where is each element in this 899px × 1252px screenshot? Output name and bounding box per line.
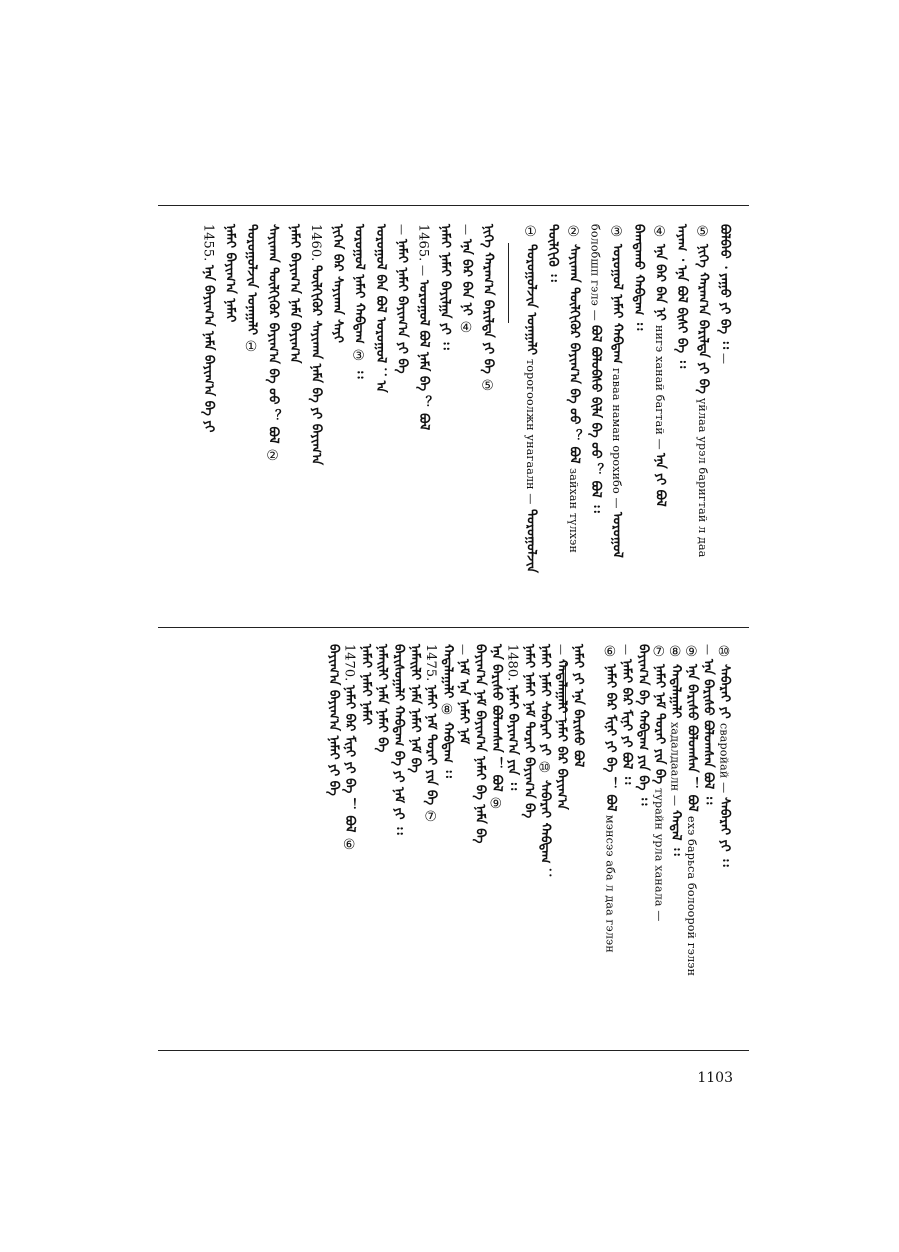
footnote-marker: ② (264, 447, 281, 464)
footnote-marker: ⑨ (487, 795, 504, 812)
text-column (370, 222, 390, 395)
footnote-marker: ④ (458, 319, 474, 336)
footnote-marker: ⑧ (667, 644, 684, 660)
verse-text: ᠄᠄ (351, 367, 367, 379)
text-column (650, 222, 670, 509)
footnote-marker: ② (565, 224, 582, 240)
verse-text: ᠪᠣᠯ ᠪᠣᠯᠣᠪᠰᠤ ᠪᠢᠯᠡ ᠪᠠ ᠤᠤ ？ ᠪᠣᠯ ᠄᠄ (588, 324, 603, 513)
line-number: 1460. (308, 224, 323, 262)
verse-text: ᠣᠷᠣᠭᠤᠯ ᠨᠠᠮᠠᠢ ᠬᠠᠪᠲᠠᠭ (351, 224, 367, 344)
verse-text: — (416, 265, 430, 277)
text-column (607, 222, 627, 560)
verse-text: ᠬᠠᠳᠠᠯᠠᠭᠠᠯᠢ ᠨᠠᠮᠠᠢ ᠪᠡᠷ ᠪᠠᠶᠢᠭ᠎ᠠ (554, 659, 569, 811)
middle-rule (158, 627, 749, 628)
text-column (585, 222, 605, 515)
verse-text: ᠨᠠᠮᠠᠢ ᠪᠡᠷ ᠮᠢᠨᠢ ᠶᠢ ᠪᠠ ！ ᠪᠣᠯ (342, 685, 358, 833)
verse-text: ᠨᠠᠮᠠᠢ ᠶᠢ ᠡᠨᠡ ᠪᠠᠷᠢᠰᠤ ᠪᠣᠯ (570, 644, 586, 768)
verse-text: ᠨᠠᠮᠠᠢ ᠨᠠᠮᠠᠢ ᠪᠠᠶᠢᠭ᠎ᠠ ᠶᠢ ᠪᠠ (394, 239, 410, 374)
verse-text: ᠰᠠᠪᠠᠷᠠᠢ ᠬᠠᠪᠲᠠᠭ ： (537, 779, 553, 881)
text-column (478, 222, 498, 396)
verse-text: ᠰᠠᠶᠢᠬᠠᠨ ᠲᠦᠯᠬᠢᠭᠦᠷ ᠪᠠᠶᠢᠭ᠎ᠠ ᠪᠠ ᠤᠤ ？ ᠪᠣᠯ (265, 224, 281, 444)
verse-text: — (701, 644, 715, 656)
verse-text: мэнсээ аба л даа гэлэн (603, 815, 617, 954)
text-column (327, 222, 347, 345)
verse-text: ᠣᠷᠣᠭᠤᠯ ᠪᠣᠯ ᠨᠠᠮᠠ ᠪᠠ ？ ᠪᠣᠯ (416, 280, 431, 431)
footnote-marker: ① (243, 339, 259, 355)
footnote-marker: ③ (608, 224, 625, 240)
text-column (349, 222, 369, 380)
verse-text: ᠨᠠᠮᠠᠢ ᠪᠠᠶᠢᠭ᠎ᠠ ᠨᠠᠮᠠ ᠪᠠᠶᠢᠭ᠎ᠠ (287, 224, 302, 364)
verse-text: — (619, 644, 633, 656)
footnote-marker: ⑨ (683, 644, 700, 660)
verse-text: ᠡᠨᠡ ᠪᠡᠷ ᠪᠠᠨ ᠨᠢ (652, 244, 668, 321)
verse-text: ᠡᠨᠡ ᠪᠠᠷᠢᠰᠤ ᠪᠣᠯᠣᠭᠰᠠᠨ ！ ᠪᠣᠯ (684, 664, 700, 812)
verse-text: ᠪᠠᠶᠢᠭ᠎ᠠ ᠪᠠ ᠬᠠᠪᠲᠠᠭ ᠶᠢᠨ ᠪᠡ ᠄᠄ (635, 644, 651, 806)
text-column (392, 222, 412, 376)
top-rule (158, 205, 749, 206)
verse-text: ᠨᠠᠮᠠᠢ ᠨᠠᠮᠠᠢ ᠰᠠᠪᠠᠷᠠᠢ ᠶᠢ (537, 644, 553, 756)
line-number: 1480. (504, 644, 520, 682)
line-number: 1470. (341, 644, 357, 682)
verse-text: ᠡᠨᠡ ᠪᠡᠷ ᠪᠠᠨ ᠨᠢ (459, 239, 474, 316)
verse-text: ᠠᠶᠠᠭ ᠂ ᠡᠨᠡ ᠪᠣᠯ ᠪᠢᠰᠢ ᠪᠠ ᠄᠄ (674, 224, 689, 369)
verse-text: ᠬᠠᠳᠠᠯᠠᠭᠠᠯᠢ (439, 644, 455, 699)
verse-text: — (717, 353, 731, 365)
verse-text: ᠪᠠᠷᠢᠰᠤᠭᠠᠯᠢ ᠬᠠᠪᠲᠠᠭ ᠪᠠ ᠶᠢ ᠨᠠᠮ ᠶᠢ ᠄᠄ (391, 644, 406, 835)
verse-text: ᠨᠠᠮᠠᠢ ᠨᠠᠮ ᠲᠤᠷᠠᠢ ᠶᠢᠨ ᠪᠡ (651, 664, 667, 785)
text-column (284, 222, 304, 366)
footnote-marker: ⑩ (716, 644, 732, 660)
verse-text: — (459, 224, 473, 236)
text-column (671, 222, 691, 370)
verse-text: ᠣᠷᠣᠭᠤᠯ ᠨᠠᠮᠠᠢ ᠬᠠᠪᠲᠠᠭ (609, 244, 625, 364)
text-column (413, 222, 433, 433)
verse-text: ᠨᠠᠮᠠᠢ ᠪᠡᠷ ᠮᠢᠨᠢ ᠶᠢ ᠪᠠ ！ ᠪᠣᠯ (602, 664, 618, 812)
footnote-marker: ⑥ (341, 836, 358, 853)
footnote-marker: ④ (651, 224, 668, 240)
verse-text: ᠬᠠᠪᠲᠠᠭ ᠄᠄ (439, 722, 455, 779)
bottom-rule (158, 1050, 749, 1051)
verse-text: сваройай — (717, 722, 731, 793)
text-column (263, 222, 283, 466)
verse-text: ᠲᠣᠷᠣᠭᠣᠯᠵᠢᠨ ᠤᠨᠠᠭᠠᠯᠢ (244, 224, 259, 335)
footnote-marker: ③ (350, 347, 367, 364)
verse-text: ᠨᠠᠮᠠᠢ ᠨᠠᠮᠠᠢ ᠨᠠᠮ ᠲᠤᠷᠠᠢ ᠪᠠᠶᠢᠭ᠎ᠠ ᠪᠠ (521, 644, 537, 819)
verse-text: гаваа наман орохибо — (610, 367, 623, 509)
verse-text: ᠨᠠᠮᠠᠢ ᠪᠡᠷ ᠮᠢᠨᠢ ᠶᠢ ᠪᠣᠯ ᠄᠄ (619, 659, 635, 785)
verse-text: ᠨᠠᠮ ᠡᠨᠡ ᠨᠠᠮᠠᠢ ᠨᠠᠮ (456, 659, 472, 745)
text-column (241, 222, 261, 357)
verse-text: үйлаа урэл баригтай л даа (696, 397, 709, 558)
verse-text: ᠪᠠᠶᠢᠭ᠎ᠠ ᠨᠠᠮ ᠪᠠᠶᠢᠭ᠎ᠠ ᠨᠠᠮᠠᠢ ᠪᠠ ᠨᠠᠮᠠ ᠪᠠ (472, 644, 488, 844)
footnote-marker: ⑦ (650, 644, 667, 660)
verse-text: ᠡᠨᠡ ᠪᠠᠶᠢᠭ᠎ᠠ ᠨᠠᠮᠠ ᠪᠠᠶᠢᠭ᠎ᠠ ᠪᠠ ᠶᠢ (201, 265, 216, 433)
text-column (628, 222, 648, 332)
verse-text: ᠲᠣᠷᠣᠭᠣᠯᠵᠢᠨ (523, 508, 539, 573)
verse-text: ᠨᠠᠮᠠᠢ ᠨᠠᠮᠠᠢ ᠨᠠᠮᠠᠢ (358, 644, 374, 726)
verse-text: — (456, 644, 470, 656)
verse-text: болобшп гэлэ — (588, 224, 602, 321)
verse-text: ᠪᠠᠭᠲᠠᠬᠤ ᠬᠠᠪᠲᠠᠭ ᠄᠄ (631, 224, 646, 331)
verse-text: нигэ ханай багтай — (653, 324, 666, 450)
text-column (306, 222, 326, 467)
verse-section-upper (158, 222, 749, 622)
text-column (198, 222, 218, 435)
footnote-marker: ① (522, 224, 539, 240)
verse-section-lower (158, 642, 749, 1042)
verse-text: ᠨᠠᠮᠠᠢ ᠪᠠᠶᠢᠭ᠎ᠠ ᠶᠢᠨ ᠄᠄ (505, 685, 521, 791)
verse-text: хадалдаалн — (668, 722, 682, 807)
footnote-marker: ⑤ (479, 377, 496, 394)
footnote-marker: ⑧ (438, 702, 455, 719)
verse-text: ᠪᠠᠶᠢᠭ᠎ᠠ ᠪᠠᠶᠢᠭ᠎ᠠ ᠨᠠᠮᠠᠢ ᠶᠢ ᠪᠠ (325, 644, 341, 796)
verse-text: ᠨᠢᠭᠡ ᠬᠠᠷᠠᠭ᠎ᠠ ᠪᠠᠷᠢᠯᠳᠠ ᠶᠢ ᠪᠠ (480, 224, 496, 374)
line-number: 1475. (423, 644, 439, 682)
verse-text: ᠡᠨᠡ ᠪᠠᠷᠢᠰᠤ ᠪᠣᠯᠣᠭᠰᠠᠨ ᠪᠣᠯ ᠄᠄ (700, 659, 716, 805)
verse-text: зайхан түлхэн (567, 467, 580, 553)
verse-text: ᠨᠠᠮᠠᠢ ᠨᠠᠮ ᠲᠤᠷᠠᠢ ᠶᠢᠨ ᠪᠡ (423, 685, 439, 806)
verse-text: ᠪᠣᠯᠪᠠᠤ ᠂ ᠶᠠᠭᠤ ᠶᠢ ᠪᠠ ᠄᠄ (717, 224, 732, 350)
verse-text: ᠰᠠᠶᠢᠬᠠᠨ ᠲᠦᠯᠬᠢᠭᠦᠷ ᠪᠠᠶᠢᠭ᠎ᠠ ᠪᠠ ᠤᠤ ？ ᠪᠣᠯ (566, 244, 582, 464)
verse-text: ᠣᠷᠣᠭᠤᠯ (609, 512, 625, 559)
verse-text: ᠬᠠᠳᠠᠯᠠᠭᠠᠯᠢ (668, 664, 684, 719)
footnote-marker: ⑩ (536, 759, 553, 776)
verse-text: ᠡᠨᠡ ᠪᠠᠷᠢᠰᠤ ᠪᠣᠯᠣᠭᠰᠠᠨ ！ ᠪᠣᠯ (488, 644, 504, 792)
footnote-marker: ⑤ (694, 224, 711, 240)
footnote-marker: ⑥ (601, 644, 618, 660)
verse-text: ᠲᠣᠷᠣᠭᠣᠯᠵᠢᠨ ᠤᠨᠠᠭᠠᠯᠢ (523, 244, 539, 355)
verse-text: ᠣᠷᠣᠭᠤᠯ ᠪᠠᠨ ᠪᠣᠯ ᠣᠷᠣᠭᠤᠯ ：ᠠ (373, 224, 388, 393)
verse-text: ᠰᠠᠪᠠᠷᠠᠢ ᠶᠢ ᠄᠄ (717, 796, 732, 867)
verse-text: ᠲᠦᠯᠬᠢᠬᠦ ᠄᠄ (545, 224, 560, 282)
verse-text: ᠨᠠᠮᠠᠢᠯᠢ ᠨᠠᠮᠠ ᠨᠠᠮᠠᠢ ᠪᠡ (374, 644, 390, 753)
text-column (435, 222, 455, 352)
page-number: 1103 (697, 1070, 733, 1086)
verse-text: ᠡᠨᠡ ᠶᠢ ᠪᠣᠯ (652, 453, 668, 508)
verse-text: ᠬᠠᠳᠠᠯ ᠄᠄ (668, 810, 684, 857)
text-column (564, 222, 584, 555)
verse-text: ᠨᠢᠭᠡᠨ ᠪᠡᠷ ᠰᠠᠶᠢᠬᠠᠨ ᠰᠠᠶᠢ (330, 224, 345, 343)
text-column (693, 222, 713, 559)
verse-text: ᠨᠠᠮᠠᠢ ᠪᠠᠶᠢᠭ᠎ᠠ ᠨᠠᠮᠠᠢ (222, 224, 238, 323)
footnote-marker: ⑦ (422, 809, 439, 826)
verse-text: ᠲᠦᠯᠬᠢᠭᠦᠷ ᠰᠠᠶᠢᠬᠠᠨ ᠨᠠᠮᠠ ᠪᠠ ᠶᠢ ᠪᠠᠶᠢᠭ᠎ᠠ (308, 265, 324, 466)
text-column (600, 642, 620, 955)
verse-text: торогоолжн унагаалн — (524, 359, 537, 505)
verse-text: ᠰᠠᠪᠠᠷᠠᠢ ᠶᠢ (717, 664, 732, 719)
text-column (323, 642, 343, 798)
verse-text: ехэ барьса болоорой гэлэн (684, 815, 698, 976)
verse-text: ᠨᠠᠮᠠᠢᠯᠢ ᠨᠠᠮᠠ ᠨᠠᠮᠠᠢ ᠨᠠᠮ ᠪᠠ (407, 644, 423, 773)
verse-text: — (395, 224, 408, 236)
text-column (220, 222, 240, 324)
verse-text: турайн урла ханала — (652, 788, 666, 922)
verse-text: — (554, 644, 568, 656)
line-number: 1455. (200, 224, 216, 262)
verse-text: ᠨᠠᠮᠠᠢ ᠨᠠᠮᠠᠢ ᠪᠠᠶᠢᠯᠭᠠ ᠶᠢ ᠄᠄ (437, 224, 453, 350)
text-column (714, 222, 734, 366)
text-column (542, 222, 562, 284)
text-column (456, 222, 476, 338)
verse-text: ᠨᠢᠭᠡ ᠬᠠᠷᠠᠭ᠎ᠠ ᠪᠠᠷᠢᠯᠳᠠ ᠶᠢ ᠪᠠ (695, 244, 711, 394)
line-number: 1465. (415, 224, 431, 262)
text-column (521, 222, 541, 575)
